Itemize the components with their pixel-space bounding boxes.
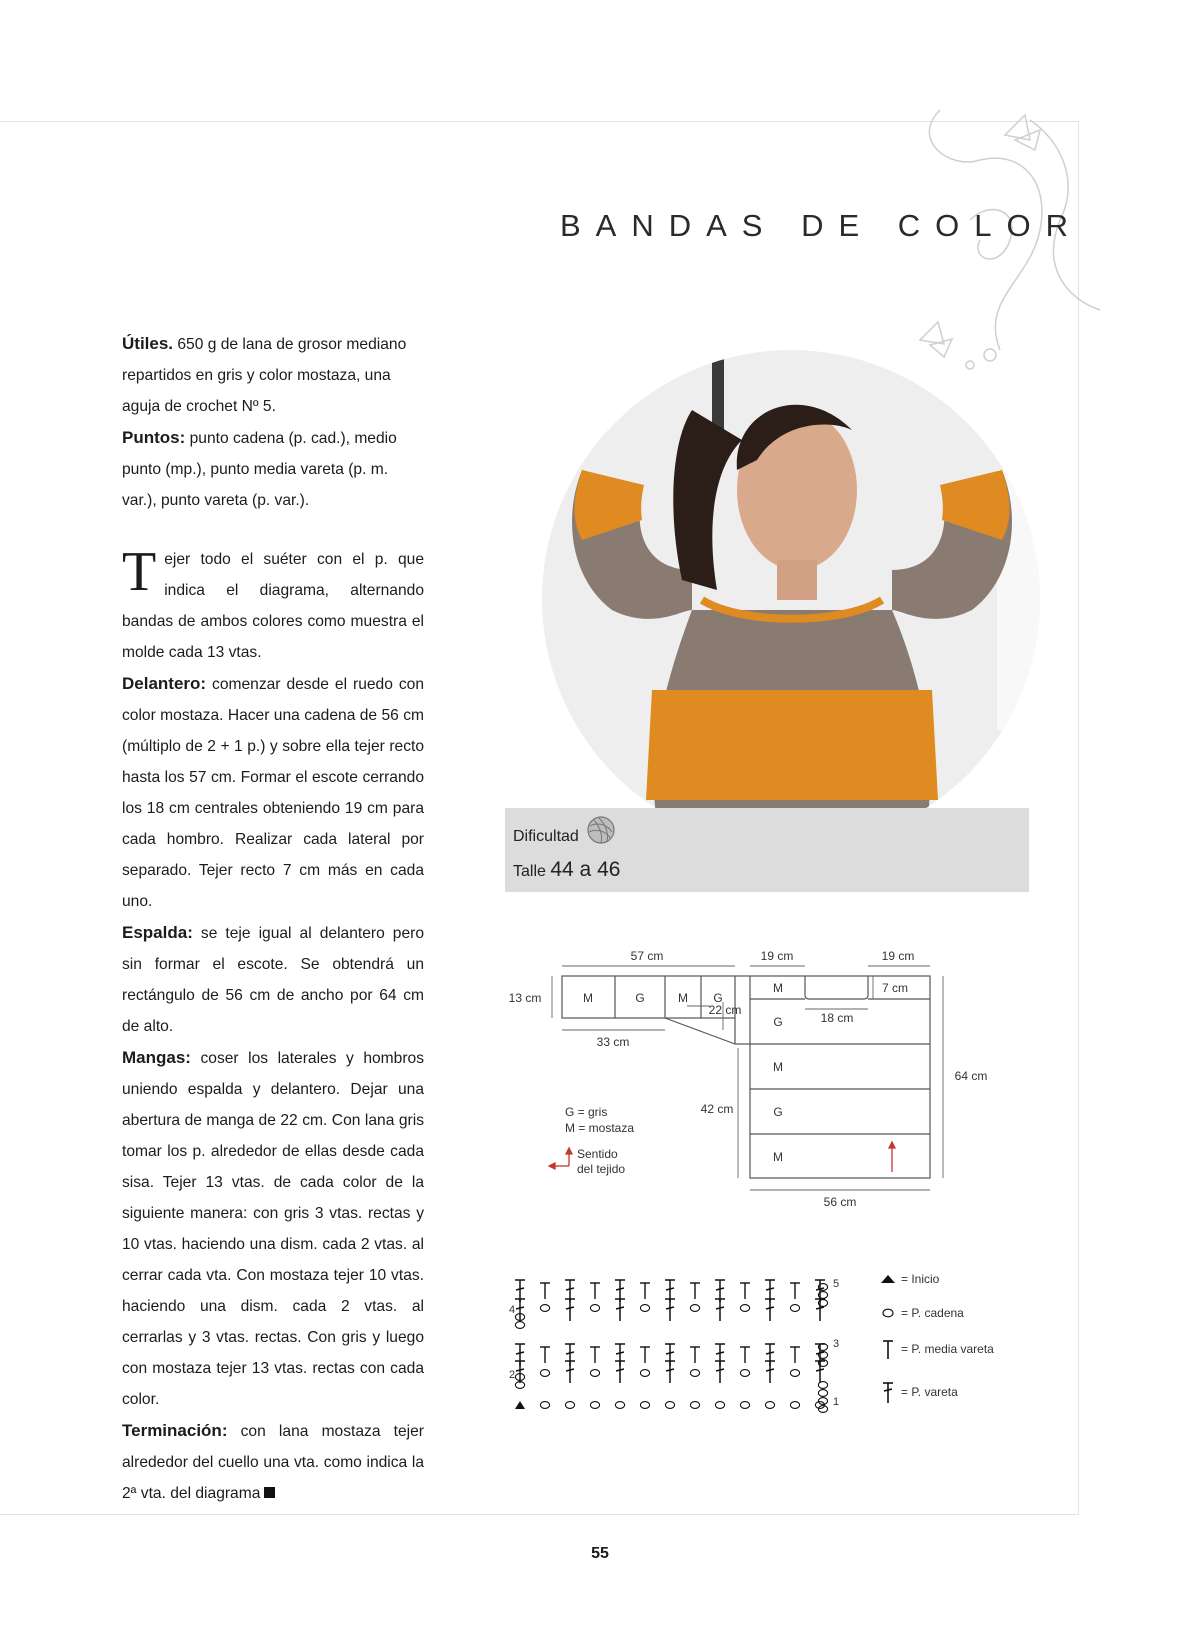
chain-stitch [740,1402,749,1409]
terminacion-text: con lana mostaza tejer alrededor del cuello una vta. como indica la 2ª vta. del diagrama [122,1423,424,1502]
treble-stitch [516,1307,524,1309]
row-number: 5 [833,1278,840,1290]
chain-stitch [740,1305,749,1312]
treble-stitch [816,1369,824,1371]
start-triangle [515,1401,525,1409]
direction-line1: Sentido [577,1147,618,1161]
mangas-text: coser los laterales y hombros uniendo espalda y delantero. Dejar una abertura de manga de 22 cm. Con lana gris tomar los p. alrededor de ellas desde cada sisa. Tejer 13 vtas. de cada color de la siguiente manera: con gris 3 vtas. rectas y 10 vtas. haciendo una dism. cada 2 vtas. al cerrar cada vta. Con mostaza tejer 10 vtas. haciendo una dism. cada 2 vtas. al cerrarlas y 3 vtas. rectas. Con gris y luego con mostaza tejer 13 vtas. rectas con cada color. [122,1050,424,1408]
size-row [513,858,620,882]
treble-stitch [516,1369,524,1371]
sleeve-band: G [713,991,723,1005]
chain-stitch [740,1370,749,1377]
utiles-label: Útiles. [122,334,174,353]
chain-stitch [690,1305,699,1312]
body-band: M [773,1060,783,1074]
delantero-text: comenzar desde el ruedo con color mostaza. Hacer una cadena de 56 cm (múltiplo de 2 + 1 p.) y sobre ella tejer recto hasta los 57 cm. Formar el escote cerrando los 18 cm centrales obteniendo 19 cm para cada hombro. Realizar cada lateral por separado. Tejer recto 7 cm más en cada uno. [122,676,424,910]
chain-stitch [690,1402,699,1409]
chain-stitch [540,1402,549,1409]
chain-stitch [640,1370,649,1377]
chain-stitch [690,1370,699,1377]
treble-stitch [616,1307,624,1309]
dim-19-right: 19 cm [881,949,915,963]
sleeve-band: G [635,991,645,1005]
treble-stitch [716,1352,724,1354]
size-label: Talle [513,863,546,880]
chain-stitch [590,1402,599,1409]
chain-stitch [765,1402,774,1409]
treble-stitch [616,1352,624,1354]
treble-stitch [666,1307,674,1309]
dim-19-left: 19 cm [760,949,794,963]
treble-stitch [716,1307,724,1309]
treble-stitch [616,1288,624,1290]
dim-42: 42 cm [700,1102,734,1116]
materials-block [122,328,424,516]
row-number: 3 [833,1338,840,1350]
treble-stitch [616,1369,624,1371]
body-band: G [773,1105,783,1119]
chain-stitch [540,1370,549,1377]
dim-13: 13 cm [508,991,542,1005]
legend-label: = P. cadena [901,1306,964,1320]
legend-mostaza: M = mostaza [565,1121,635,1135]
pattern-diagram [505,940,1045,1230]
chain-stitch [640,1402,649,1409]
chain-stitch [790,1305,799,1312]
chain-oval-icon [883,1309,893,1317]
end-mark-icon [264,1487,275,1498]
difficulty-label: Dificultad [513,828,579,845]
yarn-ball-icon [585,814,617,846]
legend-gris: G = gris [565,1105,608,1119]
sleeve-band: M [583,991,593,1005]
treble-stitch [566,1369,574,1371]
treble-stitch [716,1288,724,1290]
treble-stitch [566,1288,574,1290]
chain-stitch [790,1402,799,1409]
chain-stitch [565,1402,574,1409]
info-box [505,808,1029,892]
chain-stitch [818,1390,827,1397]
delantero-label: Delantero: [122,674,207,693]
dim-64: 64 cm [954,1069,988,1083]
legend-label: = Inicio [901,1272,940,1286]
dim-7: 7 cm [881,981,909,995]
page-title: BANDAS DE COLOR [560,208,1084,243]
chain-stitch [615,1402,624,1409]
dim-57: 57 cm [630,949,664,963]
body-band: M [773,981,783,995]
treble-stitch [766,1352,774,1354]
start-triangle-icon [881,1275,895,1283]
treble-stitch [516,1288,524,1290]
treble-stitch [716,1369,724,1371]
size-value: 44 a 46 [550,858,621,881]
dim-33: 33 cm [596,1035,630,1049]
puntos-text: punto cadena (p. cad.), medio punto (mp.), punto media vareta (p. m. var.), punto vareta (p. var.). [122,430,397,509]
chain-stitch [590,1370,599,1377]
treble-stitch [766,1369,774,1371]
chain-stitch [818,1406,827,1413]
chain-stitch [815,1402,824,1409]
chain-stitch [790,1370,799,1377]
sleeve-band: M [678,991,688,1005]
treble-icon [883,1383,893,1403]
intro-text: ejer todo el suéter con el p. que indica el diagrama, alternando bandas de ambos colores como muestra el molde cada 13 vtas. [122,551,424,661]
page-number: 55 [591,1545,609,1562]
dropcap: T [122,541,157,603]
treble-stitch [666,1369,674,1371]
treble-stitch [516,1352,524,1354]
instructions-block [122,541,424,1509]
chain-stitch [590,1305,599,1312]
treble-stitch [566,1352,574,1354]
stitch-grid [515,1280,828,1412]
dim-56: 56 cm [823,1195,857,1209]
stitch-diagram [505,1265,1045,1450]
treble-stitch [566,1307,574,1309]
body-band: G [773,1015,783,1029]
treble-stitch [666,1288,674,1290]
treble-stitch [766,1288,774,1290]
chain-stitch [818,1382,827,1389]
legend-label: = P. media vareta [901,1342,994,1356]
chain-stitch [540,1305,549,1312]
direction-arrow-icon [549,1148,572,1169]
legend-label: = P. vareta [901,1385,958,1399]
direction-line2: del tejido [577,1162,626,1176]
dim-22: 22 cm [708,1003,742,1017]
row-number: 4 [509,1304,516,1316]
chain-stitch [715,1402,724,1409]
body-band: M [773,1150,783,1164]
espalda-label: Espalda: [122,923,193,942]
mangas-label: Mangas: [122,1048,191,1067]
row-number: 1 [833,1396,840,1408]
chain-stitch [640,1305,649,1312]
chain-stitch [665,1402,674,1409]
treble-stitch [766,1307,774,1309]
grain-arrow-icon [889,1142,895,1172]
chain-stitch [515,1322,524,1329]
utiles-text: 650 g de lana de grosor mediano repartidos en gris y color mostaza, una aguja de crochet Nº 5. [122,336,407,415]
treble-stitch [666,1352,674,1354]
treble-stitch [816,1307,824,1309]
model-photo [542,350,1040,848]
terminacion-label: Terminación: [122,1421,228,1440]
chain-stitch [818,1398,827,1405]
puntos-label: Puntos: [122,428,186,447]
row-number: 2 [509,1369,516,1381]
espalda-text: se teje igual al delantero pero sin formar el escote. Se obtendrá un rectángulo de 56 cm de ancho por 64 cm de alto. [122,925,424,1035]
dim-18: 18 cm [820,1011,854,1025]
half-treble-icon [883,1341,893,1359]
